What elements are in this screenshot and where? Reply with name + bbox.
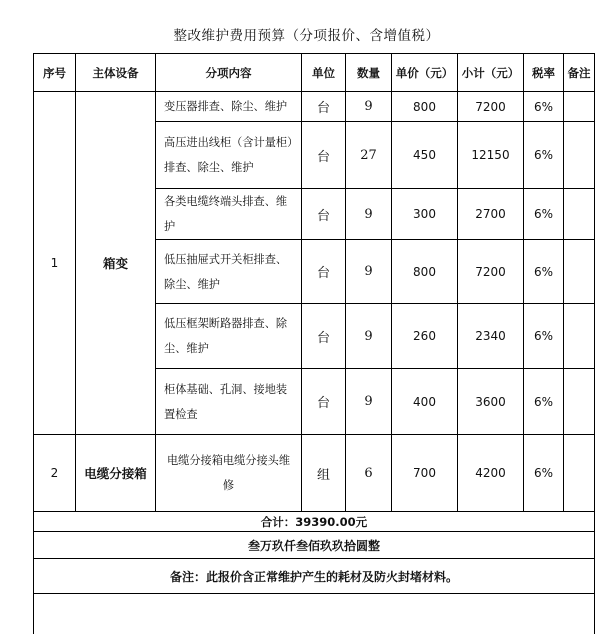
- item-price: 800: [392, 240, 458, 304]
- item-note: [564, 240, 595, 304]
- total-upper-row: [34, 532, 595, 559]
- item-tax: 6%: [524, 122, 564, 189]
- item-subtotal: 7200: [458, 92, 524, 122]
- budget-table: [33, 53, 595, 634]
- header-price: 单价（元）: [392, 54, 458, 92]
- item-unit: 台: [302, 189, 346, 240]
- item-content: 各类电缆终端头排查、维护: [156, 189, 302, 240]
- group-index: 1: [34, 92, 76, 435]
- item-subtotal: 2340: [458, 304, 524, 369]
- item-unit: 台: [302, 304, 346, 369]
- item-content: 低压抽屉式开关柜排查、除尘、维护: [156, 240, 302, 304]
- item-tax: 6%: [524, 92, 564, 122]
- table-row: [34, 435, 595, 512]
- header-subtotal: 小计（元）: [458, 54, 524, 92]
- table-row: [34, 92, 595, 122]
- group-equipment: 箱变: [76, 92, 156, 435]
- item-tax: 6%: [524, 435, 564, 512]
- item-price: 700: [392, 435, 458, 512]
- item-subtotal: 12150: [458, 122, 524, 189]
- item-qty: 9: [346, 92, 392, 122]
- item-price: 260: [392, 304, 458, 369]
- document-title: 整改维护费用预算（分项报价、含增值税）: [0, 24, 613, 44]
- item-content: 高压进出线柜（含计量柜）排查、除尘、维护: [156, 122, 302, 189]
- item-qty: 6: [346, 435, 392, 512]
- item-price: 800: [392, 92, 458, 122]
- item-tax: 6%: [524, 304, 564, 369]
- item-subtotal: 2700: [458, 189, 524, 240]
- item-qty: 9: [346, 304, 392, 369]
- group-equipment: 电缆分接箱: [76, 435, 156, 512]
- item-content: 低压框架断路器排查、除尘、维护: [156, 304, 302, 369]
- item-unit: 台: [302, 240, 346, 304]
- remark-row: [34, 559, 595, 594]
- item-tax: 6%: [524, 369, 564, 435]
- item-subtotal: 3600: [458, 369, 524, 435]
- item-price: 450: [392, 122, 458, 189]
- item-note: [564, 369, 595, 435]
- item-tax: 6%: [524, 240, 564, 304]
- total-row: [34, 512, 595, 532]
- header-note: 备注: [564, 54, 595, 92]
- item-note: [564, 435, 595, 512]
- header-content: 分项内容: [156, 54, 302, 92]
- item-unit: 组: [302, 435, 346, 512]
- blank-row: [34, 594, 595, 634]
- remark-text: 备注：此报价含正常维护产生的耗材及防火封堵材料。: [34, 559, 595, 594]
- item-unit: 台: [302, 369, 346, 435]
- item-price: 400: [392, 369, 458, 435]
- group-index: 2: [34, 435, 76, 512]
- header-qty: 数量: [346, 54, 392, 92]
- item-content: 电缆分接箱电缆分接头维修: [156, 435, 302, 512]
- item-subtotal: 4200: [458, 435, 524, 512]
- total-amount-uppercase: 叁万玖仟叁佰玖玖拾圆整: [34, 532, 595, 559]
- item-qty: 9: [346, 369, 392, 435]
- header-unit: 单位: [302, 54, 346, 92]
- item-unit: 台: [302, 92, 346, 122]
- item-tax: 6%: [524, 189, 564, 240]
- item-note: [564, 122, 595, 189]
- total-amount: 合计：39390.00元: [34, 512, 595, 532]
- item-price: 300: [392, 189, 458, 240]
- header-equipment: 主体设备: [76, 54, 156, 92]
- item-note: [564, 189, 595, 240]
- item-subtotal: 7200: [458, 240, 524, 304]
- header-row: [34, 54, 595, 92]
- blank-cell: [34, 594, 595, 634]
- item-content: 柜体基础、孔洞、接地装置检查: [156, 369, 302, 435]
- item-note: [564, 304, 595, 369]
- item-qty: 9: [346, 240, 392, 304]
- item-qty: 9: [346, 189, 392, 240]
- item-qty: 27: [346, 122, 392, 189]
- header-tax: 税率: [524, 54, 564, 92]
- item-note: [564, 92, 595, 122]
- item-content: 变压器排查、除尘、维护: [156, 92, 302, 122]
- header-index: 序号: [34, 54, 76, 92]
- item-unit: 台: [302, 122, 346, 189]
